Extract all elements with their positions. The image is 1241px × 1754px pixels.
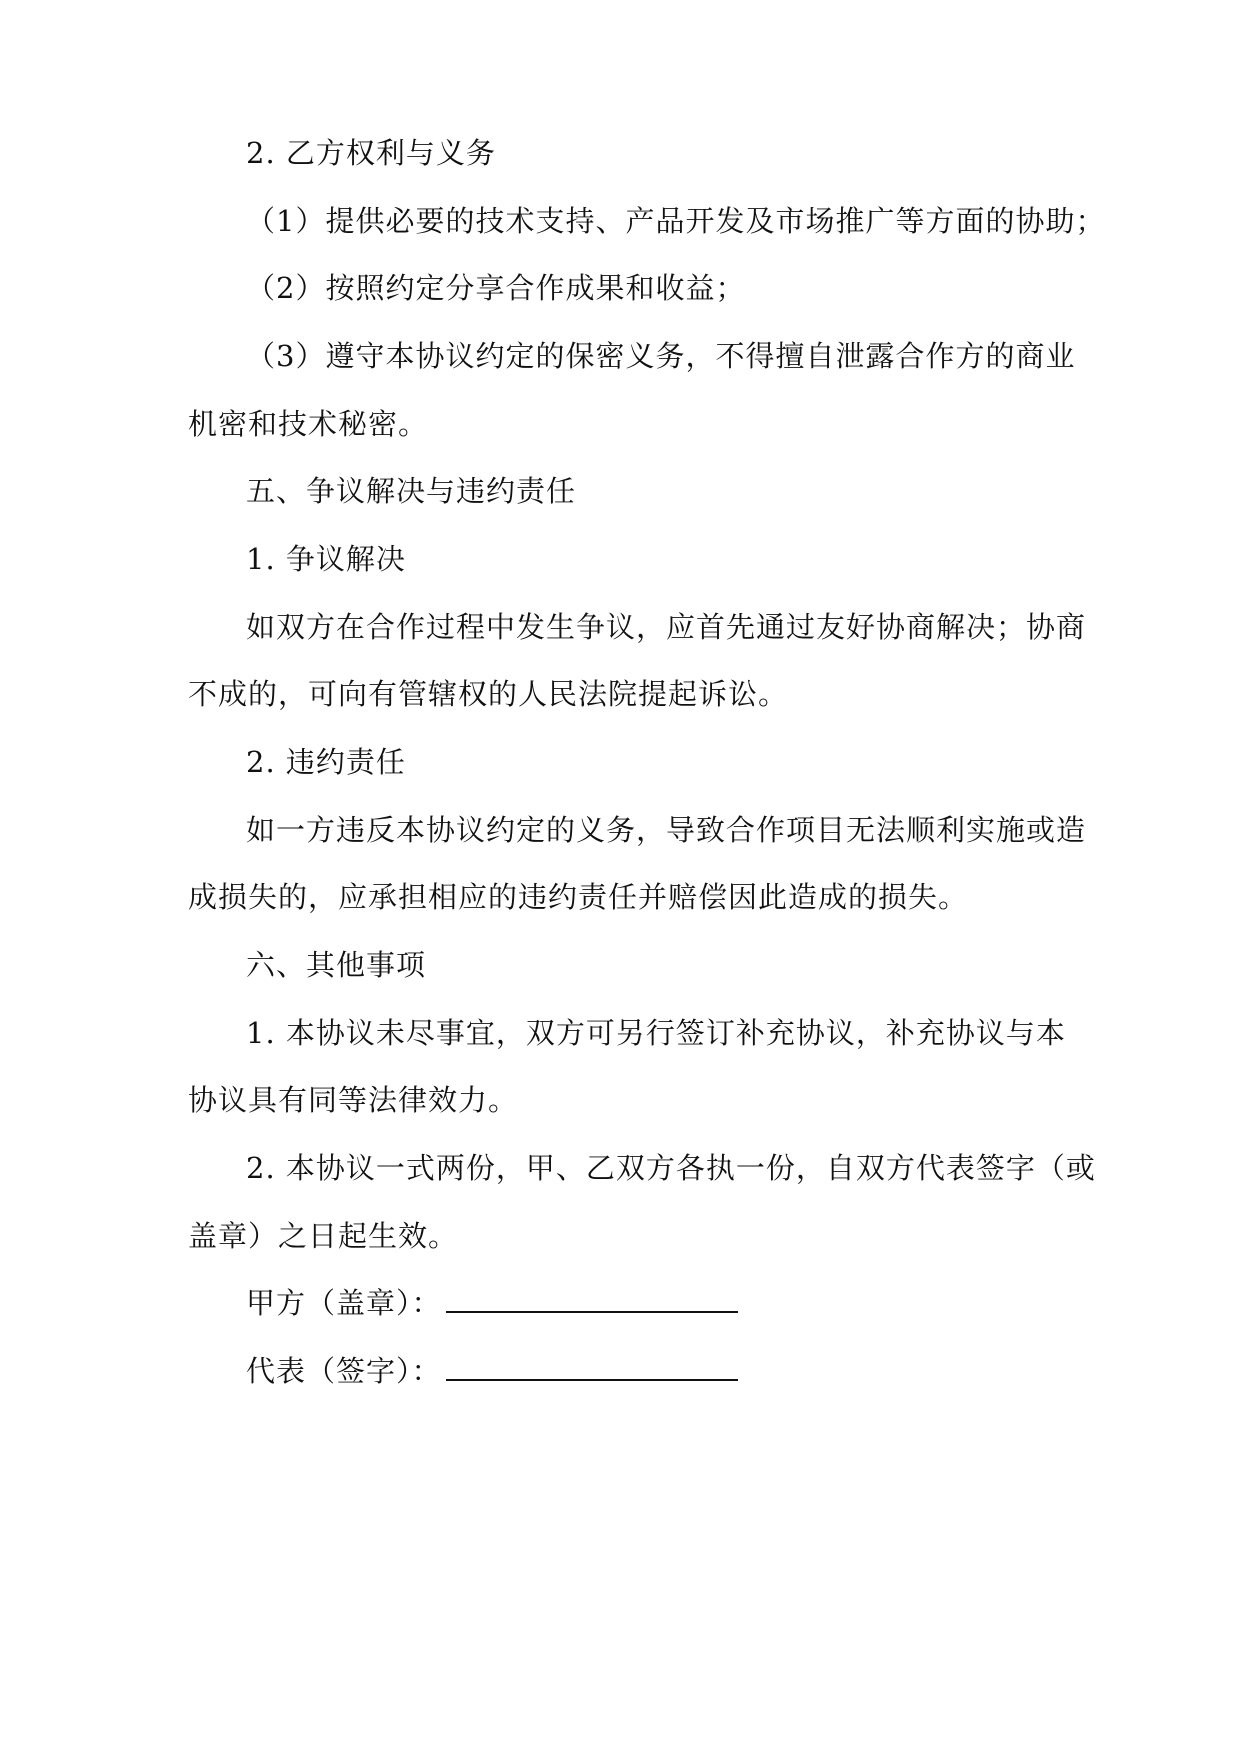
party-b-item-1: （1）提供必要的技术支持、产品开发及市场推广等方面的协助； [246,204,1106,238]
other-item-2-line-1: 2. 本协议一式两份，甲、乙双方各执一份，自双方代表签字（或 [246,1151,1096,1185]
dispute-paragraph-line-1: 如双方在合作过程中发生争议，应首先通过友好协商解决；协商 [246,610,1087,644]
party-b-item-3-line-1: （3）遵守本协议约定的保密义务，不得擅自泄露合作方的商业 [246,339,1076,373]
other-item-1-line-2: 协议具有同等法律效力。 [188,1083,519,1117]
section-heading-party-b-rights: 2. 乙方权利与义务 [246,136,496,170]
party-a-seal-blank[interactable] [446,1289,738,1313]
dispute-paragraph-line-2: 不成的，可向有管辖权的人民法院提起诉讼。 [188,677,789,711]
party-a-seal-label: 甲方（盖章）： [246,1286,442,1320]
party-b-item-2: （2）按照约定分享合作成果和收益； [246,271,746,305]
subheading-breach-liability: 2. 违约责任 [246,745,406,779]
representative-signature-blank[interactable] [446,1357,738,1381]
representative-signature-label: 代表（签字）： [246,1354,442,1388]
breach-paragraph-line-2: 成损失的，应承担相应的违约责任并赔偿因此造成的损失。 [188,880,969,914]
section-heading-other-matters: 六、其他事项 [246,948,427,982]
section-heading-disputes: 五、争议解决与违约责任 [246,474,577,508]
party-b-item-3-line-2: 机密和技术秘密。 [188,407,429,441]
representative-signature-row [246,1353,738,1389]
subheading-dispute-resolution: 1. 争议解决 [246,542,406,576]
other-item-2-line-2: 盖章）之日起生效。 [188,1219,459,1253]
party-a-signature-row [246,1285,738,1321]
other-item-1-line-1: 1. 本协议未尽事宜，双方可另行签订补充协议，补充协议与本 [246,1016,1066,1050]
breach-paragraph-line-1: 如一方违反本协议约定的义务，导致合作项目无法顺利实施或造 [246,813,1087,847]
